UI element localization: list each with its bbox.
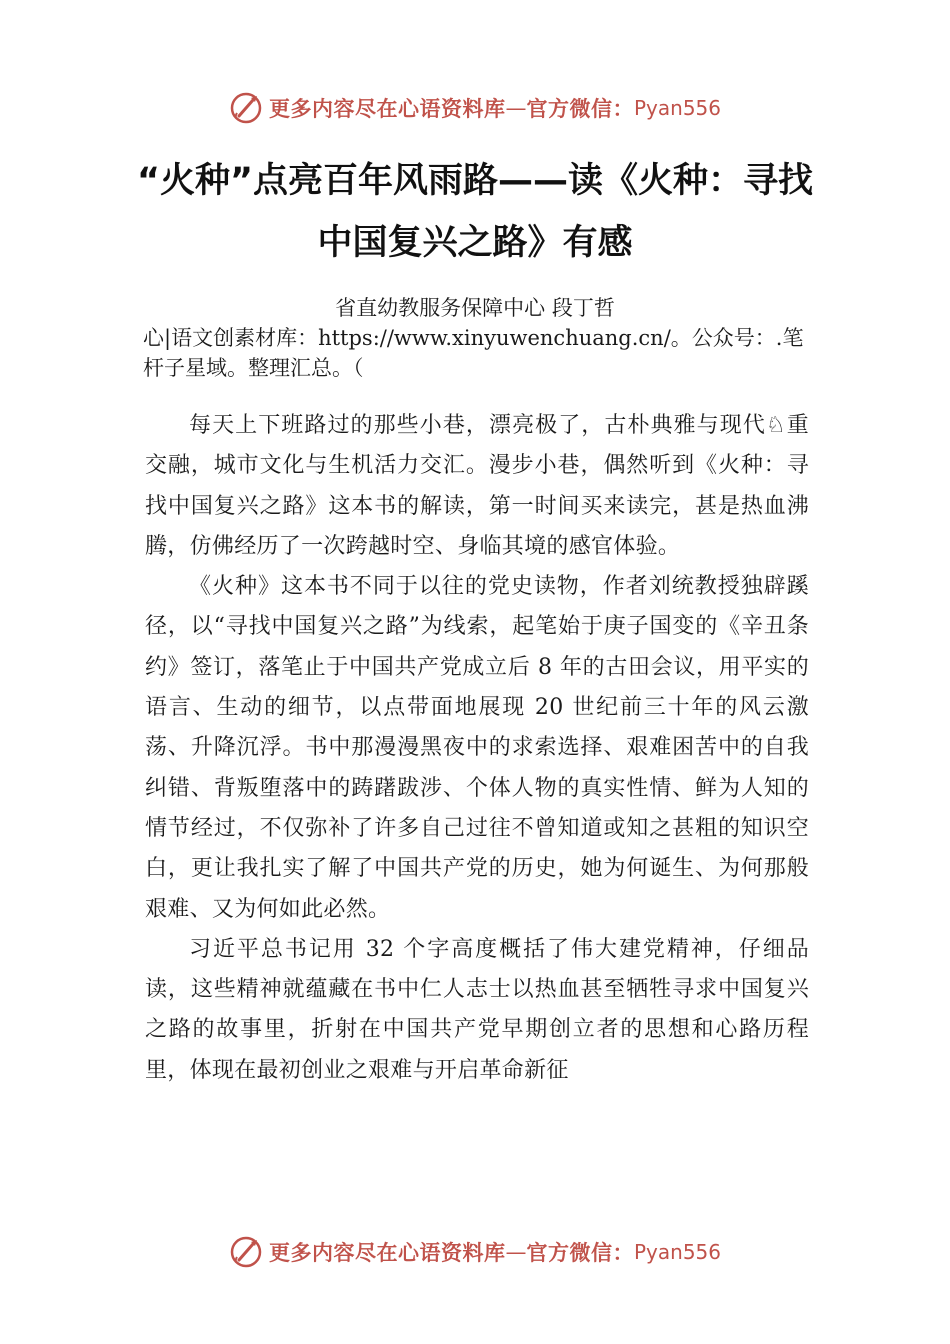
banner-separator: — (505, 1240, 527, 1264)
banner-separator: — (505, 96, 527, 120)
banner-label: 官方微信： (526, 1240, 634, 1265)
banner-text: 更多内容尽在心语资料库 (268, 96, 506, 121)
header-banner (0, 86, 950, 130)
title-line-2: 中国复兴之路》有感 (317, 223, 633, 263)
source-note: 心|语文创素材库：https://www.xinyuwenchuang.cn/。公众号：.笔杆子星域。整理汇总。（ (143, 326, 804, 380)
pen-circle-icon (229, 91, 263, 125)
banner-handle: Pyan556 (633, 1240, 721, 1264)
author-line: 省直幼教服务保障中心 段丁哲 (335, 296, 615, 320)
paragraph-1: 每天上下班路过的那些小巷，漂亮极了，古朴典雅与现代♘重交融，城市文化与生机活力交汇。漫步小巷，偶然听到《火种：寻找中国复兴之路》这本书的解读，第一时间买来读完，甚是热血沸腾，仿佛经历了一次跨越时空、身临其境的感官体验。 (145, 413, 809, 559)
document-title (100, 150, 850, 274)
paragraph-3: 习近平总书记用 32 个字高度概括了伟大建党精神，仔细品读，这些精神就蕴藏在书中仁人志士以热血甚至牺牲寻求中国复兴之路的故事里，折射在中国共产党早期创立者的思想和心路历程里，体现在最初创业之艰难与开启革命新征 (145, 936, 809, 1083)
banner-text: 更多内容尽在心语资料库 (268, 1240, 506, 1265)
pen-circle-icon (229, 1235, 263, 1269)
footer-banner (0, 1230, 950, 1274)
banner-label: 官方微信： (526, 96, 634, 121)
banner-handle: Pyan556 (633, 96, 721, 120)
paragraph-2: 《火种》这本书不同于以往的党史读物，作者刘统教授独辟蹊径，以“寻找中国复兴之路”为线索，起笔始于庚子国变的《辛丑条约》签订，落笔止于中国共产党成立后 8 年的古田会议，用平实的语言、生动的细节，以点带面地展现 20 世纪前三十年的风云激荡、升降沉浮。书中那漫漫黑夜中的求索选择、艰难困苦中的自我纠错、背叛堕落中的踌躇跋涉、个体人物的真实性情、鲜为人知的情节经过，不仅弥补了许多自己过往不曾知道或知之甚粗的知识空白，更让我扎实了解了中国共产党的历史，她为何诞生、为何那般艰难、又为何如此必然。 (145, 574, 809, 922)
title-line-1: “火种”点亮百年风雨路——读《火种：寻找 (136, 161, 813, 201)
article-body (145, 406, 809, 1091)
